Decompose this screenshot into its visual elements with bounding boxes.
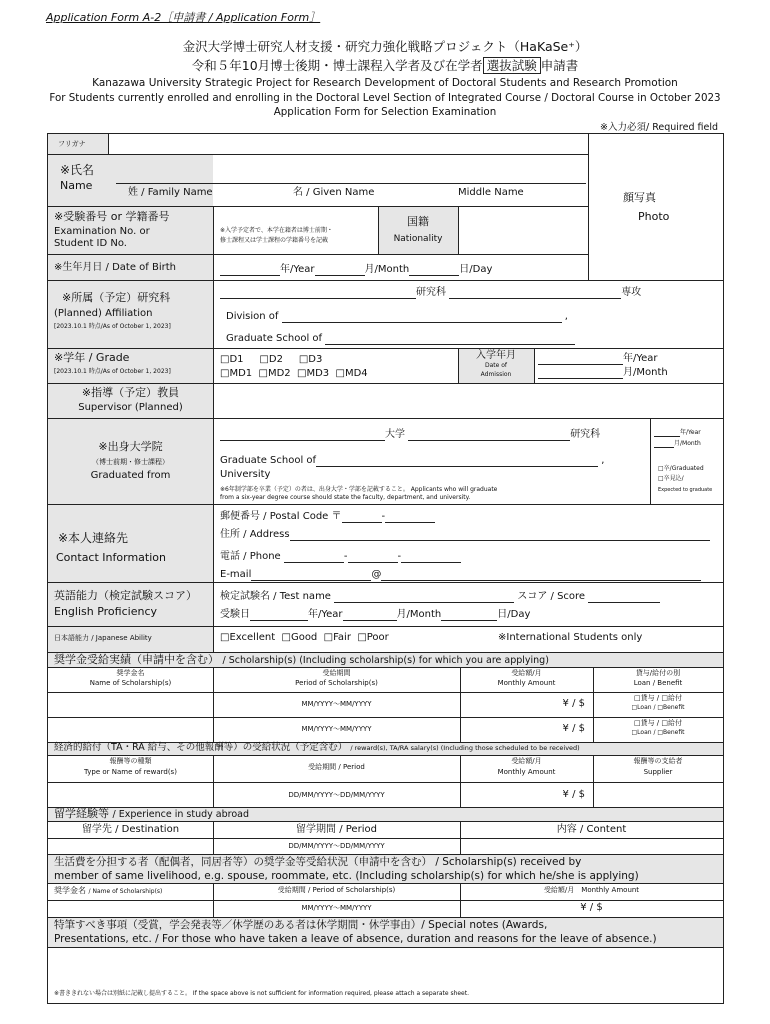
name-label-jp: ※氏名: [60, 163, 95, 177]
email-input[interactable]: E-mail @: [220, 568, 701, 581]
fam-row-period[interactable]: MM/YYYY～MM/YYYY: [301, 904, 372, 912]
english-label-en: English Proficiency: [54, 605, 157, 618]
title-jp-2: 令和５年10月博士後期・博士課程入学者及び在学者 選抜試験 申請書: [191, 58, 579, 73]
rew-col-supplier-jp: 報酬等の支給者: [633, 757, 683, 765]
study-abroad-title: 留学経験等 / Experience in study abroad: [54, 807, 249, 820]
sch-col-name-en: Name of Scholarship(s): [89, 679, 172, 687]
nationality-label-bg: [378, 206, 458, 254]
admission-month-input[interactable]: 月/Month: [538, 366, 668, 379]
grad-school-input[interactable]: Graduate School of ,: [220, 455, 605, 466]
rew-col-type-jp: 報酬等の種類: [109, 757, 152, 765]
name-label-en: Name: [60, 179, 93, 192]
title-en-2: For Students currently enrolled and enrolling in the Doctoral Level Section of Integrated Course / Doctoral Course in October 2023: [49, 92, 721, 104]
sa-col-destination: 留学先 / Destination: [81, 824, 180, 835]
sch-col-period-en: Period of Scholarship(s): [295, 679, 378, 687]
sa-row-period[interactable]: DD/MM/YYYY～DD/MM/YYYY: [288, 842, 385, 850]
photo-label-jp: 顔写真: [623, 191, 656, 204]
reward-title: 経済的給付（TA・RA 給与、その他報酬等）の受給状況（予定含む） / reward(s), TA/RA salary(s) (Including those scheduled to be received): [54, 742, 580, 753]
sa-col-content: 内容 / Content: [556, 824, 627, 835]
photo-label-en: Photo: [638, 210, 670, 223]
page-header: Application Form A-2［申請書 / Application Form］: [46, 11, 321, 24]
grade-options-2[interactable]: □MD1 □MD2 □MD3 □MD4: [220, 368, 368, 379]
sch-col-amount-jp: 受給額/月: [511, 669, 542, 677]
sch-row2-type-jp[interactable]: □貸与 / □給付: [633, 719, 683, 727]
rew-col-period: 受給期間 / Period: [308, 763, 365, 771]
grad-from-label-jp: ※出身大学院: [98, 440, 163, 453]
grade-options-1[interactable]: □D1 □D2 □D3: [220, 354, 323, 365]
japanese-note: ※International Students only: [498, 632, 643, 643]
supervisor-label-jp: ※指導（予定）教員: [81, 386, 180, 399]
exam-no-note-2: 修士課程又は学士課程の学籍番号を記載: [220, 237, 329, 244]
rew-col-amount-jp: 受給額/月: [511, 757, 542, 765]
rew-row-period[interactable]: DD/MM/YYYY～DD/MM/YYYY: [288, 791, 385, 799]
name-input-line[interactable]: [116, 183, 586, 184]
grad-status-expected[interactable]: □卒見込/: [658, 475, 684, 482]
affil-jp-input[interactable]: 研究科 専攻: [220, 286, 641, 299]
exam-no-label-en2: Student ID No.: [54, 238, 127, 249]
admission-label-en2: Admission: [480, 371, 512, 378]
postal-input[interactable]: 郵便番号 / Postal Code 〒 -: [220, 510, 435, 523]
grad-university-jp-input[interactable]: 大学 研究科: [220, 428, 600, 441]
fam-col-period: 受給期間 / Period of Scholarship(s): [277, 886, 396, 894]
affil-label-en: (Planned) Affiliation: [54, 308, 153, 319]
middle-name-label: Middle Name: [458, 187, 524, 198]
dob-input[interactable]: 年/Year 月/Month 日/Day: [220, 263, 492, 276]
supervisor-label-en: Supervisor (Planned): [78, 402, 183, 413]
special-title-2: Presentations, etc. / For those who have taken a leave of absence, duration and reasons for the leave of absence.): [54, 933, 657, 945]
title-jp-1: 金沢大学博士研究人材支援・研究力強化戦略プロジェクト（HaKaSe⁺）: [182, 39, 588, 54]
sch-row1-amount[interactable]: ¥ / $: [562, 698, 585, 709]
grade-label: ※学年 / Grade: [54, 351, 130, 364]
affil-label-jp: ※所属（予定）研究科: [62, 291, 171, 304]
exam-no-note-1: ※入学予定者で、本学在籍者は博士前期・: [220, 227, 333, 234]
affil-note: [2023.10.1 時点/As of October 1, 2023]: [54, 323, 171, 330]
sa-col-period: 留学期間 / Period: [296, 824, 377, 835]
title-en-1: Kanazawa University Strategic Project for Research Development of Doctoral Students and Research Promotion: [92, 77, 678, 89]
fam-col-amount: 受給額/月 Monthly Amount: [543, 886, 640, 894]
grade-note: [2023.10.1 時点/As of October 1, 2023]: [54, 368, 171, 375]
sch-col-name-jp: 奨学金名: [116, 669, 145, 677]
family-title-2: member of same livelihood, e.g. spouse, roommate, etc. (Including scholarship(s) for which he/she is applying): [54, 870, 639, 882]
phone-input[interactable]: 電話 / Phone - -: [220, 550, 461, 563]
contact-label-en: Contact Information: [56, 551, 166, 564]
affil-school-input[interactable]: Graduate School of: [226, 332, 575, 345]
sch-col-type-jp: 貸与/給付の別: [635, 669, 681, 677]
grad-status-graduated[interactable]: □卒/Graduated: [658, 465, 704, 472]
english-label-jp: 英語能力（検定試験スコア）: [54, 589, 197, 602]
exam-date-input[interactable]: 受験日 年/Year 月/Month 日/Day: [220, 609, 531, 620]
special-notes-input[interactable]: [52, 950, 719, 988]
grad-note-1: ※6年制学部を卒業（予定）の者は、出身大学・学部を記載すること。 Applicants who will graduate: [220, 486, 498, 493]
special-title-1: 特筆すべき事項（受賞，学会発表等／休学歴のある者は休学期間・休学事由）/ Special notes (Awards,: [54, 919, 548, 931]
rew-col-type-en: Type or Name of reward(s): [84, 768, 177, 776]
sch-col-type-en: Loan / Benefit: [633, 679, 683, 687]
family-name-label: 姓 / Family Name: [128, 187, 213, 198]
contact-label-jp: ※本人連絡先: [58, 531, 129, 545]
fam-row-amount[interactable]: ¥ / $: [580, 902, 603, 913]
nationality-label-jp: 国籍: [407, 215, 429, 228]
sch-row1-period[interactable]: MM/YYYY～MM/YYYY: [301, 700, 372, 708]
sch-row2-period[interactable]: MM/YYYY～MM/YYYY: [301, 725, 372, 733]
furigana-label: フリガナ: [58, 140, 86, 148]
grad-status-expected-en: Expected to graduate: [658, 487, 713, 493]
application-form: [47, 133, 724, 1004]
address-input[interactable]: 住所 / Address: [220, 528, 710, 541]
dob-label: ※生年月日 / Date of Birth: [54, 262, 177, 273]
admission-label-jp: 入学年月: [476, 350, 516, 361]
grad-from-label-en: Graduated from: [90, 470, 171, 481]
exam-no-label-en1: Examination No. or: [54, 226, 150, 237]
sch-row2-type-en[interactable]: □Loan / □Benefit: [631, 729, 685, 736]
fam-col-name: 奨学金名 / Name of Scholarship(s): [54, 886, 163, 895]
admission-label-en1: Date of: [484, 362, 508, 369]
sch-row2-amount[interactable]: ¥ / $: [562, 723, 585, 734]
scholarship-title: 奨学金受給実績（申請中を含む） / Scholarship(s) (Including scholarship(s) for which you are applying): [54, 653, 549, 666]
family-title-1: 生活費を分担する者（配偶者，同居者等）の奨学金等受給状況（申請中を含む） / Scholarship(s) received by: [54, 856, 582, 868]
sch-row1-type-jp[interactable]: □貸与 / □給付: [633, 694, 683, 702]
grad-year-input[interactable]: 年/Year: [654, 429, 701, 437]
given-name-label: 名 / Given Name: [293, 187, 375, 198]
rew-col-amount-en: Monthly Amount: [497, 768, 556, 776]
footer-note: ※書ききれない場合は別紙に記載し提出すること。 If the space above is not sufficient for information required, please attach a separate sheet.: [54, 990, 470, 997]
grad-university-label: University: [220, 469, 271, 480]
sch-col-period-jp: 受給期間: [322, 669, 351, 677]
exam-type-box: 選抜試験: [483, 57, 541, 74]
grad-month-input[interactable]: 月/Month: [654, 440, 701, 448]
title-en-3: Application Form for Selection Examination: [273, 106, 497, 118]
affil-division-input[interactable]: Division of ,: [226, 311, 568, 322]
required-note: ※入力必須/ Required field: [600, 122, 718, 133]
label-col-bg-5: [48, 418, 213, 442]
japanese-options[interactable]: □Excellent □Good □Fair □Poor: [220, 632, 389, 643]
japanese-label: 日本語能力 / Japanese Ability: [54, 634, 152, 642]
test-name-input[interactable]: 検定試験名 / Test name スコア / Score: [220, 590, 660, 603]
grad-from-sub: （博士前期・修士課程）: [92, 458, 169, 466]
rew-col-supplier-en: Supplier: [643, 768, 673, 776]
nationality-label-en: Nationality: [393, 234, 443, 244]
grad-note-2: from a six-year degree course should state the faculty, department, and university.: [220, 494, 471, 501]
rew-row-amount[interactable]: ¥ / $: [562, 789, 585, 800]
sch-row1-type-en[interactable]: □Loan / □Benefit: [631, 704, 685, 711]
sch-col-amount-en: Monthly Amount: [497, 679, 556, 687]
exam-no-label-jp: ※受験番号 or 学籍番号: [54, 210, 170, 223]
admission-year-input[interactable]: 年/Year: [538, 352, 658, 365]
